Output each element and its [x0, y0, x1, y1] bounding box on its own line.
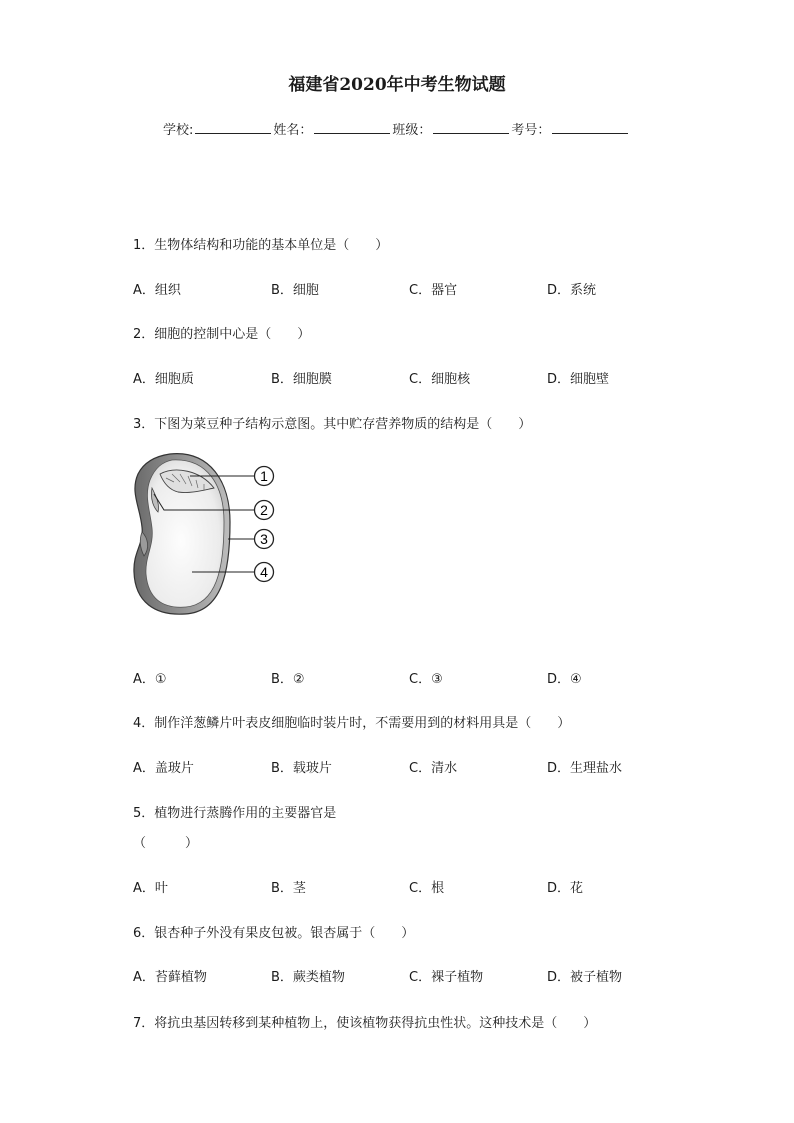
question-stem: 1．生物体结构和功能的基本单位是（ ）: [133, 238, 389, 253]
question-stem-continuation: （ ）: [133, 836, 199, 851]
name-blank[interactable]: [314, 119, 390, 134]
question-stem: 3．下图为菜豆种子结构示意图。其中贮存营养物质的结构是（ ）: [133, 417, 532, 432]
question-stem: 4．制作洋葱鳞片叶表皮细胞临时装片时，不需要用到的材料用具是（ ）: [133, 716, 571, 731]
school-blank[interactable]: [195, 119, 271, 134]
option-d[interactable]: D．细胞壁: [547, 372, 610, 387]
option-c[interactable]: C．根: [409, 881, 445, 896]
svg-text:4: 4: [260, 564, 268, 580]
option-b[interactable]: B．蕨类植物: [271, 970, 345, 985]
option-d[interactable]: D．生理盐水: [547, 761, 623, 776]
student-info-line: [163, 119, 630, 138]
name-label: 姓名：: [273, 123, 313, 138]
option-a[interactable]: A．苔藓植物: [133, 970, 207, 985]
option-c[interactable]: C．细胞核: [409, 372, 471, 387]
option-b[interactable]: B．载玻片: [271, 761, 332, 776]
option-d[interactable]: D．花: [547, 881, 584, 896]
option-a[interactable]: A．盖玻片: [133, 761, 194, 776]
option-b[interactable]: B．②: [271, 672, 305, 687]
option-d[interactable]: D．④: [547, 672, 582, 687]
question-stem: 5．植物进行蒸腾作用的主要器官是: [133, 806, 337, 821]
bean-seed-diagram: [130, 452, 290, 617]
option-a[interactable]: A．①: [133, 672, 167, 687]
option-b[interactable]: B．细胞膜: [271, 372, 332, 387]
option-c[interactable]: C．裸子植物: [409, 970, 484, 985]
option-b[interactable]: B．茎: [271, 881, 306, 896]
option-d[interactable]: D．系统: [547, 283, 597, 298]
question-stem: 6．银杏种子外没有果皮包被。银杏属于（ ）: [133, 926, 415, 941]
school-label: 学校:: [163, 123, 194, 138]
option-a[interactable]: A．组织: [133, 283, 181, 298]
class-blank[interactable]: [433, 119, 509, 134]
question-stem: 2．细胞的控制中心是（ ）: [133, 327, 311, 342]
id-label: 考号：: [511, 123, 551, 138]
class-label: 班级：: [392, 123, 432, 138]
option-d[interactable]: D．被子植物: [547, 970, 623, 985]
label-1: [255, 467, 274, 486]
id-blank[interactable]: [552, 119, 628, 134]
label-3: [255, 530, 274, 549]
label-2: [255, 501, 274, 520]
page-title: 福建省2020年中考生物试题: [288, 75, 506, 95]
bean-seed-svg: [130, 452, 290, 617]
svg-text:1: 1: [260, 468, 268, 484]
option-a[interactable]: A．细胞质: [133, 372, 194, 387]
svg-text:3: 3: [260, 531, 268, 547]
option-a[interactable]: A．叶: [133, 881, 168, 896]
question-stem: 7．将抗虫基因转移到某种植物上，使该植物获得抗虫性状。这种技术是（ ）: [133, 1016, 597, 1031]
option-b[interactable]: B．细胞: [271, 283, 319, 298]
svg-text:2: 2: [260, 502, 268, 518]
option-c[interactable]: C．③: [409, 672, 443, 687]
label-4: [255, 563, 274, 582]
option-c[interactable]: C．器官: [409, 283, 458, 298]
option-c[interactable]: C．清水: [409, 761, 458, 776]
